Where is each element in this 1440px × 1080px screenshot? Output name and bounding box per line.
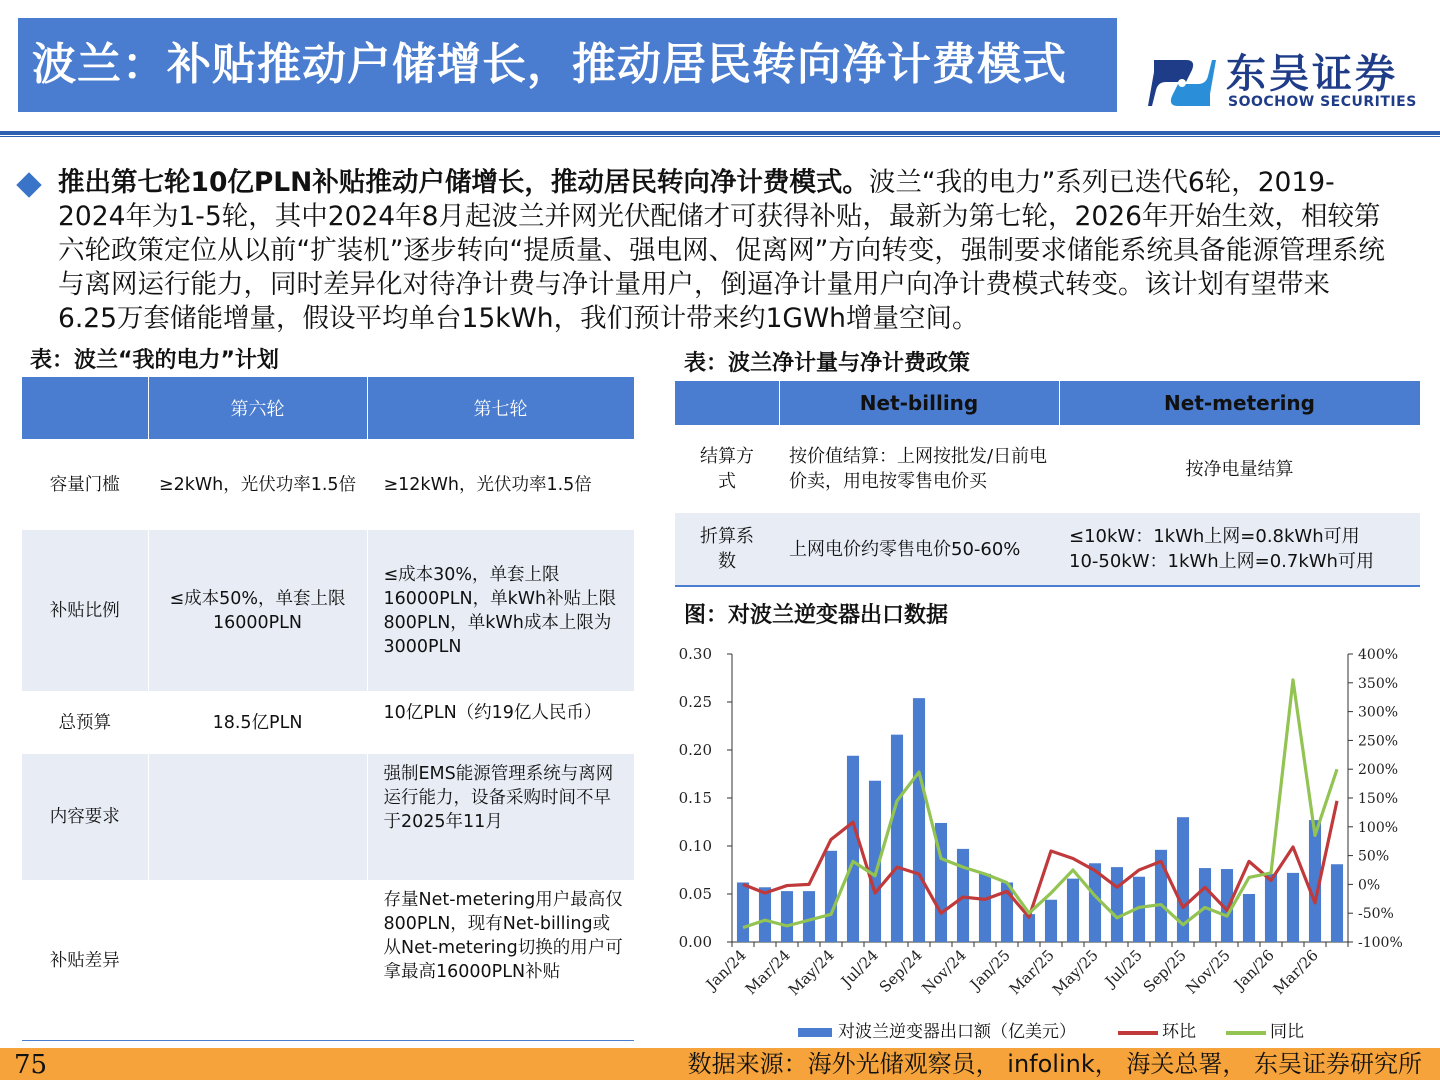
table-row [22,439,634,530]
summary-paragraph [58,166,1388,336]
table-row [675,513,1420,585]
x-tick-label: Jan/25 [966,946,1014,994]
table1-title: 表：波兰“我的电力”计划 [30,348,279,373]
round7-cell: ≥12kWh，光伏功率1.5倍 [367,439,634,530]
right-tick-label: 50% [1358,848,1390,865]
chart-title: 图：对波兰逆变器出口数据 [684,603,949,628]
right-tick-label: 150% [1358,791,1399,807]
table-header-row [22,377,634,439]
export-bar [1287,873,1299,942]
round7-cell: ≤成本30%，单套上限16000PLN，单kWh补贴上限800PLN，单kWh成本上限为3000PLN [367,530,634,691]
export-bar [759,887,771,942]
billing-cell: 按价值结算：上网按批发/日前电价卖，用电按零售电价买 [789,446,1048,492]
right-tick-label: -100% [1358,935,1403,951]
left-tick-label: 0.10 [678,837,712,855]
legend-label: 环比 [1162,1022,1196,1042]
row-label: 内容要求 [22,754,148,880]
table2-bottom-rule [675,585,1420,587]
round7-cell: 存量Net-metering用户最高仅800PLN，现有Net-billing或从Net-metering切换的用户可拿最高16000PLN补贴 [367,880,634,1041]
left-tick-label: 0.30 [678,645,712,663]
export-bar [1243,894,1255,942]
table-header-cell: 第六轮 [148,377,367,439]
metering-line: ≤10kW：1kWh上网=0.8kWh可用 [1069,526,1360,547]
metering-line: 10-50kW：1kWh上网=0.7kWh可用 [1069,551,1374,572]
round6-cell: 18.5亿PLN [148,691,367,754]
table-header-row [675,381,1420,425]
header-divider [0,131,1440,135]
metering-cell [1059,513,1420,585]
right-tick-label: -50% [1358,906,1394,923]
billing-cell: 上网电价约零售电价50-60% [779,513,1059,585]
page-number: 75 [14,1050,48,1080]
export-bar [1111,867,1123,942]
table-row [22,754,634,880]
row-label: 总预算 [22,691,148,754]
row-label: 容量门槛 [22,439,148,530]
right-tick-label: 250% [1358,733,1399,750]
export-bar [1045,900,1057,942]
x-tick-label: Jul/25 [1101,946,1146,991]
right-tick-label: 300% [1358,704,1399,721]
metering-cell: 按净电量结算 [1185,458,1294,480]
x-tick-label: Mar/24 [741,946,794,999]
my-electricity-table [22,377,635,1041]
export-bar [1331,864,1343,942]
table-header-cell: Net-billing [779,381,1059,425]
table-row [22,530,634,691]
x-tick-label: Jan/26 [1230,946,1278,994]
export-bar [825,851,837,942]
x-tick-label: Mar/26 [1269,946,1322,999]
company-logo [1146,50,1436,116]
export-bar [891,735,903,942]
export-bar [803,891,815,942]
legend-swatch-bars [798,1028,832,1037]
logo-english-name: SOOCHOW SECURITIES [1228,94,1417,110]
round6-cell [148,880,367,1041]
data-source: 数据来源：海外光储观察员， infolink， 海关总署， 东吴证券研究所 [687,1050,1422,1078]
footer-bar [0,1048,1440,1080]
table1-bottom-rule [22,1040,634,1041]
round7-cell: 强制EMS能源管理系统与离网运行能力，设备采购时间不早于2025年11月 [367,754,634,880]
row-label: 补贴差异 [22,880,148,1041]
table-header-cell: Net-metering [1059,381,1420,425]
table-row [22,691,634,754]
x-tick-label: Jan/24 [702,946,750,994]
left-tick-label: 0.15 [678,789,712,807]
x-tick-label: Jul/24 [837,946,882,991]
legend-label: 同比 [1270,1022,1304,1042]
table-header-cell [675,381,779,425]
table-row [675,425,1420,513]
table-header-cell: 第七轮 [367,377,634,439]
left-tick-label: 0.25 [678,693,712,711]
round6-cell: ≤成本50%，单套上限16000PLN [148,530,367,691]
x-tick-label: May/24 [784,946,838,1000]
page-title: 波兰：补贴推动户储增长，推动居民转向净计费模式 [32,39,1067,90]
x-tick-label: May/25 [1048,946,1102,1000]
net-billing-table [675,381,1421,585]
export-bar [847,756,859,942]
export-bar [781,891,793,942]
round6-cell: ≥2kWh，光伏功率1.5倍 [148,439,367,530]
round6-cell [148,754,367,880]
summary-body: 波兰“我的电力”系列已迭代6轮，2019-2024年为1-5轮，其中2024年8月起波兰并网光伏配储才可获得补贴，最新为第七轮，2026年开始生效，相较第六轮政策定位从以前“扩装机”逐步转向“提质量、强电网、促离网”方向转变，强制要求储能系统具备能源管理系统与离网运行能力，同时差异化对待净计费与净计量用户，倒逼净计量用户向净计费模式转变。该计划有望带来6.25万套储能增量，假设平均单台15kWh，我们预计带来约1GWh增量空间。 [58,167,1385,334]
export-bar [957,849,969,942]
export-bar [979,874,991,942]
summary-lead: 推出第七轮10亿PLN补贴推动户储增长，推动居民转向净计费模式。 [58,167,869,198]
right-tick-label: 400% [1358,647,1399,663]
x-tick-label: Sep/24 [875,946,926,997]
x-tick-label: Mar/25 [1005,946,1058,999]
export-bar [913,698,925,942]
right-tick-label: 200% [1358,762,1399,779]
left-tick-label: 0.00 [678,933,712,951]
export-bar [1265,874,1277,942]
row-label: 结算方式 [700,446,754,492]
soochow-logo-icon [1146,52,1218,114]
header-divider-thin [0,136,1440,137]
row-label: 补贴比例 [22,530,148,691]
table2-title: 表：波兰净计量与净计费政策 [684,351,971,376]
table-header-cell [22,377,148,439]
right-tick-label: 0% [1358,877,1381,894]
left-tick-label: 0.05 [678,885,712,903]
export-bar [1067,879,1079,942]
right-tick-label: 350% [1358,675,1399,692]
x-tick-label: Sep/25 [1139,946,1190,997]
right-tick-label: 100% [1358,819,1399,836]
x-tick-label: Nov/24 [918,946,970,998]
x-tick-label: Nov/25 [1182,946,1234,998]
diamond-bullet-icon [16,172,41,197]
row-label: 折算系数 [675,513,779,585]
title-bar [18,18,1117,112]
inverter-export-chart [670,630,1430,1048]
export-bar [1199,868,1211,942]
export-bar [737,882,749,942]
round7-cell: 10亿PLN（约19亿人民币） [367,691,634,754]
table-row [22,880,634,1041]
left-tick-label: 0.20 [678,741,712,759]
legend-label: 对波兰逆变器出口额（亿美元） [838,1022,1076,1042]
logo-chinese-name: 东吴证券 [1226,51,1398,97]
